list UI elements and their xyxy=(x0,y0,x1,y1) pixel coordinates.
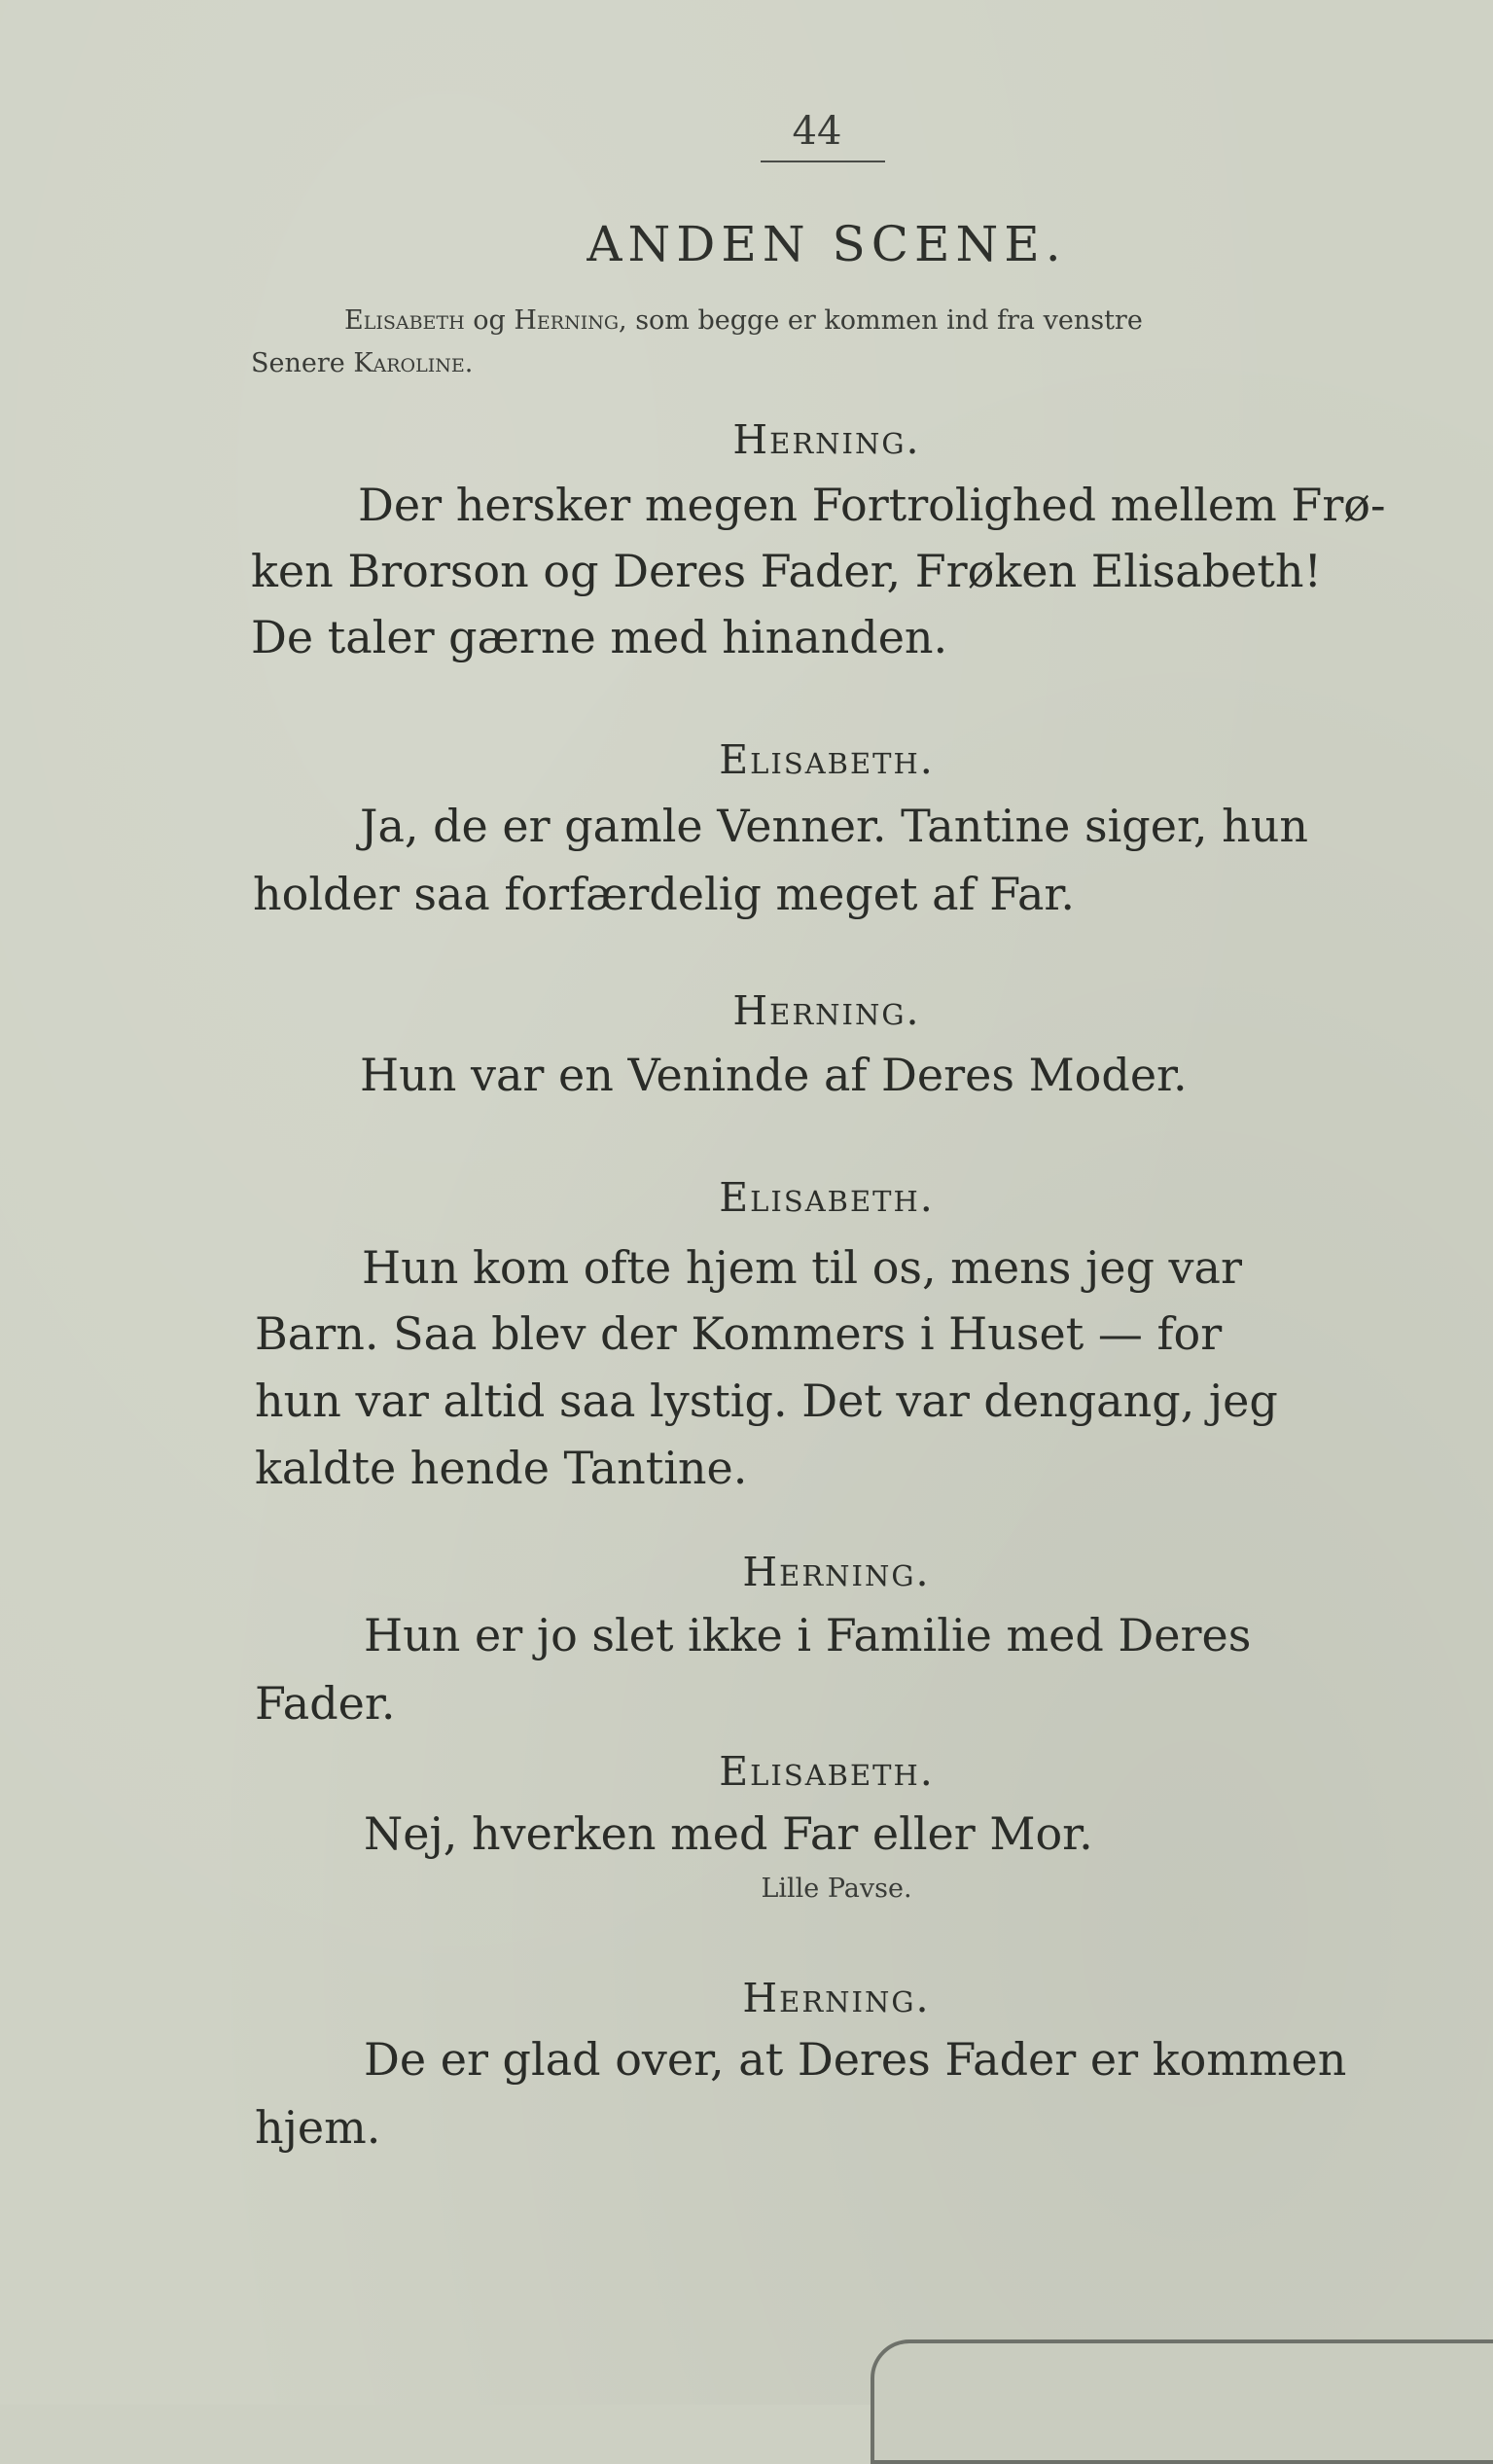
dialogue-line: Der hersker megen Fortrolighed mellem Frø- xyxy=(358,479,1386,531)
speaker-heading: Herning. xyxy=(732,416,921,463)
dialogue-line: Barn. Saa blev der Kommers i Huset — for xyxy=(255,1307,1223,1360)
page-number-rule xyxy=(761,161,885,162)
dialogue-line: De taler gærne med hinanden. xyxy=(251,611,948,663)
stage-direction-name: Karoline xyxy=(353,348,465,378)
dialogue-line: hun var altid saa lystig. Det var dengang, jeg xyxy=(255,1375,1278,1427)
dialogue-line: De er glad over, at Deres Fader er kommen xyxy=(364,2033,1347,2086)
stage-direction-name: Elisabeth xyxy=(344,305,465,336)
dialogue-line: kaldte hende Tantine. xyxy=(255,1442,748,1494)
dialogue-line: Fader. xyxy=(255,1677,396,1730)
dialogue-line: hjem. xyxy=(255,2101,381,2154)
speaker-heading: Elisabeth. xyxy=(719,1748,935,1795)
speaker-heading: Herning. xyxy=(742,1975,931,2021)
scene-title: ANDEN SCENE. xyxy=(587,216,1067,272)
dialogue-line: ken Brorson og Deres Fader, Frøken Elisabeth! xyxy=(251,545,1322,597)
stage-direction-text: . xyxy=(464,348,474,378)
stage-direction-name: Herning xyxy=(514,305,620,336)
stage-direction xyxy=(251,300,1399,385)
dialogue-line: Ja, de er gamle Venner. Tantine siger, hun xyxy=(360,800,1309,852)
speaker-heading: Elisabeth. xyxy=(719,736,935,783)
stage-direction-text: og xyxy=(464,305,515,336)
stage-direction-text: , som begge er kommen ind fra venstre xyxy=(619,305,1143,336)
page-corner-frame xyxy=(871,2339,1493,2464)
stage-direction-text: Senere xyxy=(251,348,354,378)
page-number: 44 xyxy=(792,109,842,154)
speaker-heading: Elisabeth. xyxy=(719,1174,935,1221)
dialogue-line: Nej, hverken med Far eller Mor. xyxy=(364,1807,1093,1860)
dialogue-line: Hun kom ofte hjem til os, mens jeg var xyxy=(362,1241,1242,1294)
speaker-heading: Herning. xyxy=(742,1549,931,1595)
dialogue-line: Hun var en Veninde af Deres Moder. xyxy=(360,1049,1188,1101)
speaker-heading: Herning. xyxy=(732,987,921,1034)
stage-note: Lille Pavse. xyxy=(761,1874,912,1904)
dialogue-line: holder saa forfærdelig meget af Far. xyxy=(253,868,1075,920)
dialogue-line: Hun er jo slet ikke i Familie med Deres xyxy=(364,1609,1252,1661)
